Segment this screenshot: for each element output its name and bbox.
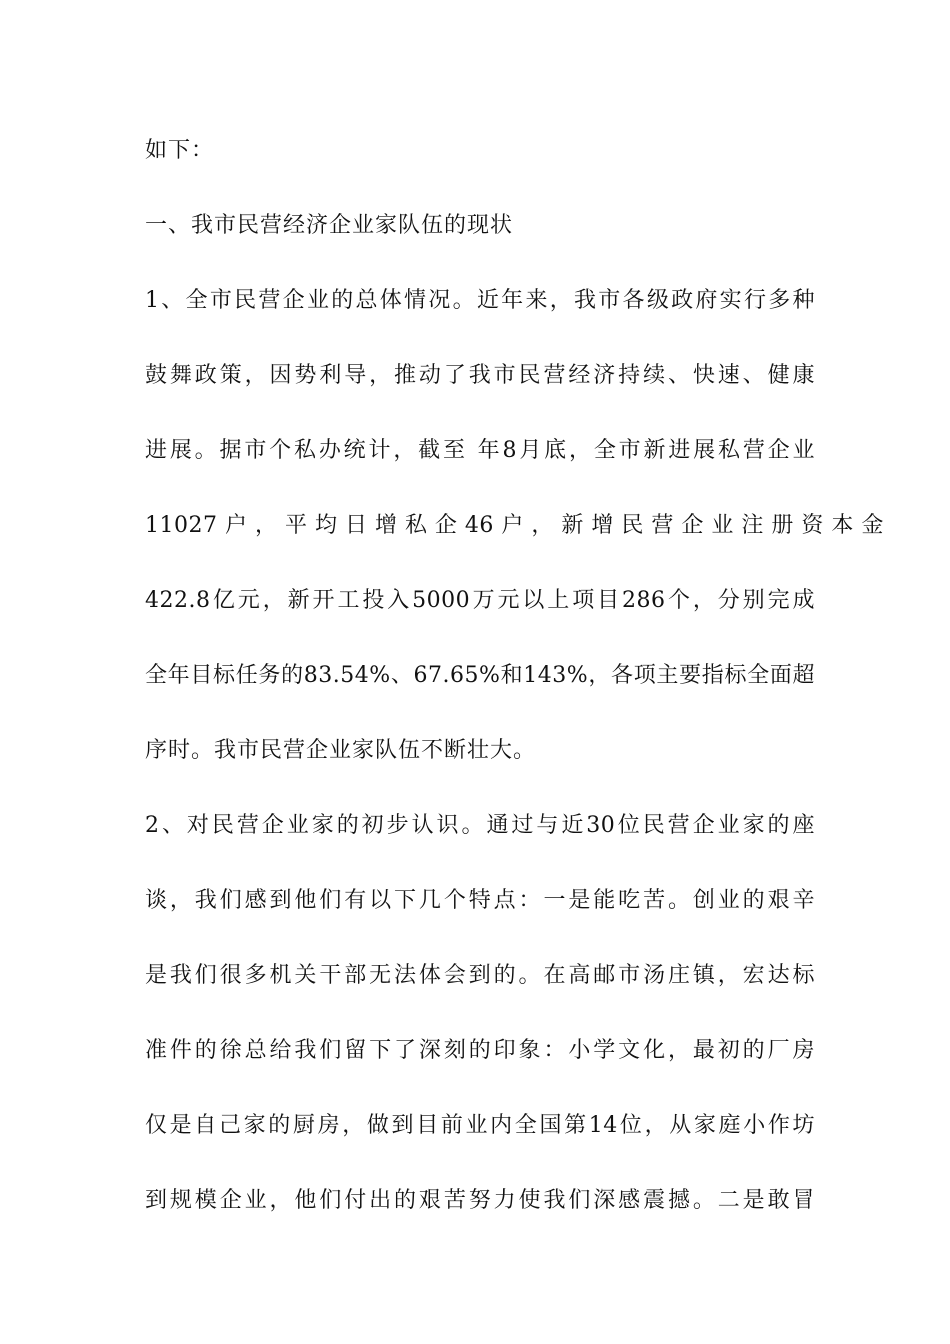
text-line-12: 是我们很多机关干部无法体会到的。在高邮市汤庄镇，宏达标 bbox=[145, 963, 815, 988]
text-line-15: 到规模企业，他们付出的艰苦努力使我们深感震撼。二是敢冒 bbox=[145, 1188, 815, 1213]
text-line-6: 11027 户 ， 平 均 日 增 私 企 46 户 ， 新 增 民 营 企 业 注 册 资 本 金 bbox=[145, 513, 884, 538]
text-line-14: 仅是自己家的厨房，做到目前业内全国第14位，从家庭小作坊 bbox=[145, 1113, 815, 1138]
text-line-13: 准件的徐总给我们留下了深刻的印象：小学文化，最初的厂房 bbox=[145, 1038, 815, 1063]
text-line-9: 序时。我市民营企业家队伍不断壮大。 bbox=[145, 738, 537, 763]
section-heading: 一、我市民营经济企业家队伍的现状 bbox=[145, 213, 514, 238]
text-line-7: 422.8亿元，新开工投入5000万元以上项目286个，分别完成 bbox=[145, 588, 815, 613]
text-line-10: 2、对民营企业家的初步认识。通过与近30位民营企业家的座 bbox=[145, 813, 815, 838]
text-line-4: 鼓舞政策，因势利导，推动了我市民营经济持续、快速、健康 bbox=[145, 363, 815, 388]
text-line-11: 谈，我们感到他们有以下几个特点：一是能吃苦。创业的艰辛 bbox=[145, 888, 815, 913]
text-line-3: 1、全市民营企业的总体情况。近年来，我市各级政府实行多种 bbox=[145, 288, 815, 313]
text-line-1: 如下： bbox=[145, 138, 215, 163]
text-line-8: 全年目标任务的83.54%、67.65%和143%，各项主要指标全面超 bbox=[145, 663, 815, 688]
text-line-5: 进展。据市个私办统计，截至 年8月底，全市新进展私营企业 bbox=[145, 438, 815, 463]
